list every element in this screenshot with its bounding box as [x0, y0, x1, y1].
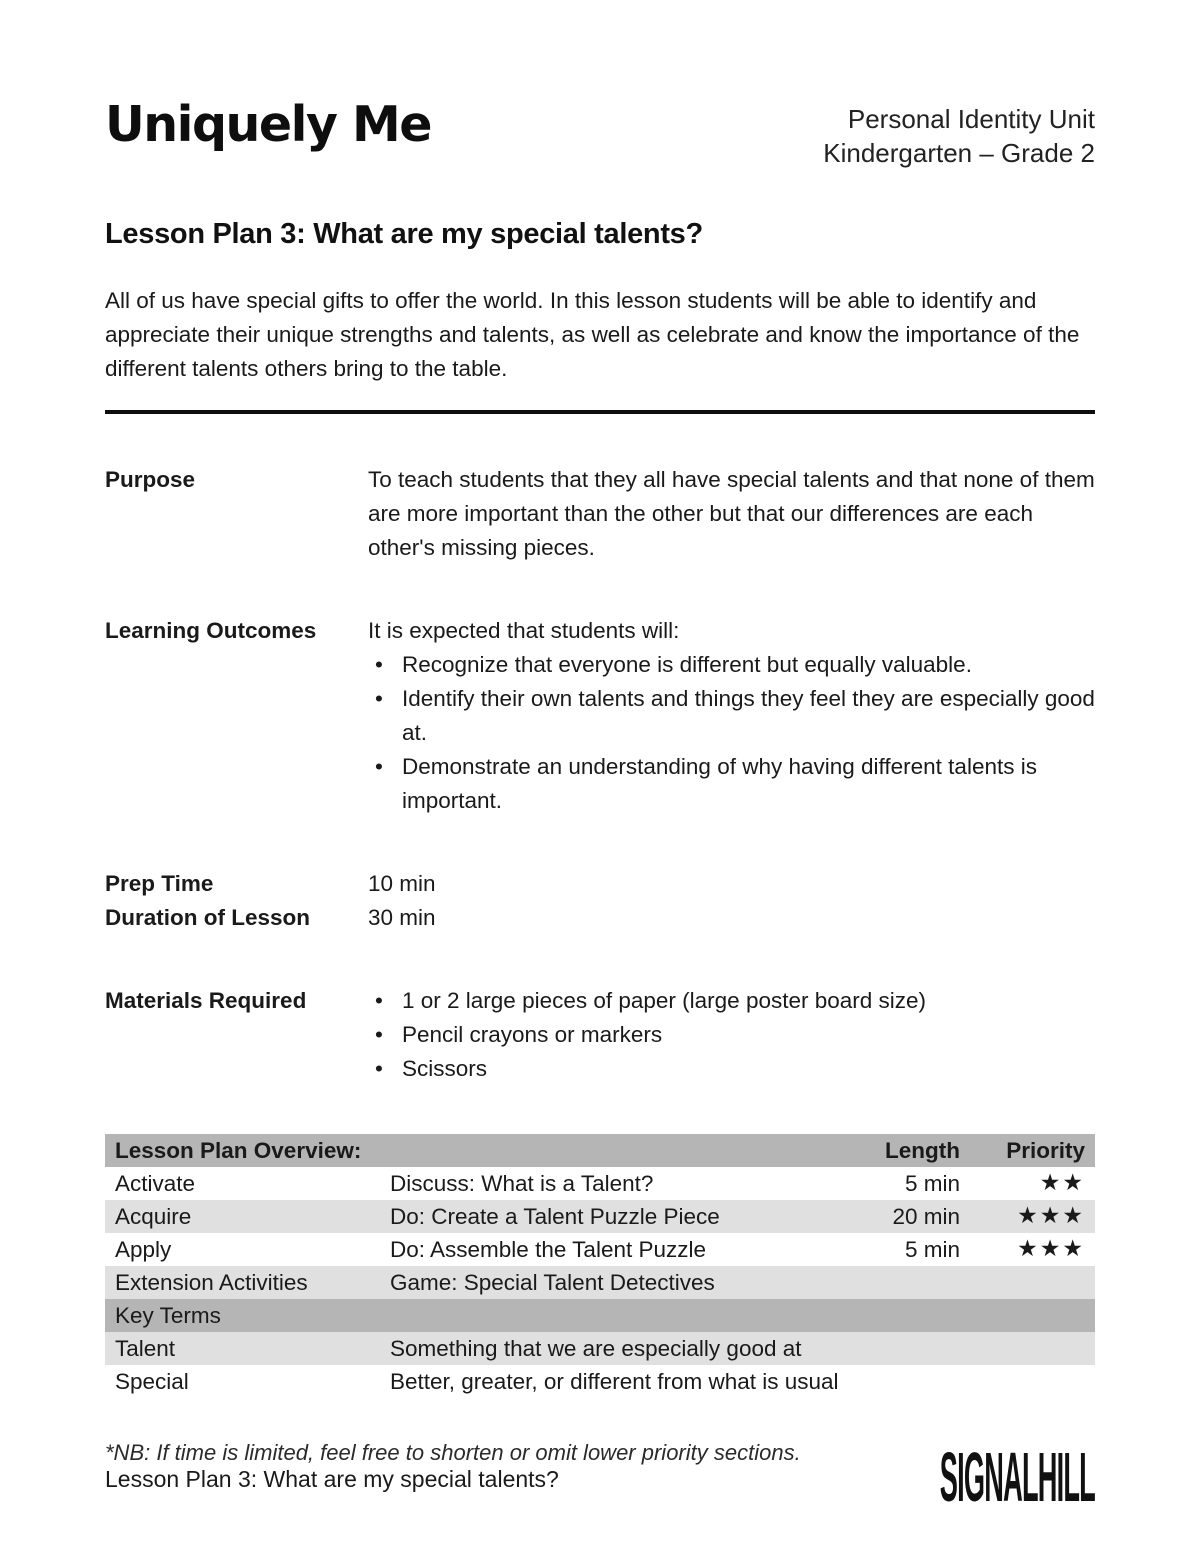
cell-length: 20 min: [892, 1204, 960, 1229]
material-text: Pencil crayons or markers: [402, 1022, 663, 1047]
materials-section: [105, 984, 1095, 1086]
cell-activity: Acquire: [115, 1204, 192, 1229]
table-row-activate: [105, 1167, 1095, 1200]
page-footer: [105, 1439, 1095, 1517]
bullet-icon: •: [375, 754, 383, 779]
materials-label: Materials Required: [105, 988, 307, 1013]
bullet-icon: •: [375, 1056, 383, 1081]
table-row-acquire: [105, 1200, 1095, 1233]
key-terms-title: Key Terms: [115, 1303, 221, 1328]
footnote: *NB: If time is limited, feel free to shorten or omit lower priority sections.: [105, 1440, 801, 1465]
bullet-icon: •: [375, 1022, 383, 1047]
bullet-icon: •: [375, 988, 383, 1013]
outcome-text: Demonstrate an understanding of why having different talents is important.: [402, 754, 1037, 813]
outcome-item: [368, 750, 1095, 818]
material-item: [368, 984, 1095, 1018]
term-name: Special: [115, 1369, 189, 1394]
cell-activity: Activate: [115, 1171, 196, 1196]
unit-name: Personal Identity Unit: [847, 104, 1095, 134]
overview-table: [105, 1134, 1095, 1398]
cell-length: 5 min: [904, 1237, 960, 1262]
duration-row: [105, 901, 1095, 935]
duration-value: 30 min: [368, 905, 436, 930]
outcome-text: Recognize that everyone is different but equally valuable.: [402, 652, 972, 677]
outcomes-label: Learning Outcomes: [105, 618, 317, 643]
priority-stars: ★★★: [1017, 1236, 1085, 1262]
brand-title: Uniquely Me: [105, 96, 431, 153]
prep-time-label: Prep Time: [105, 871, 214, 896]
table-header-title: Lesson Plan Overview:: [115, 1138, 362, 1163]
purpose-text: To teach students that they all have special talents and that none of them are more important than the other but that our differences are each other's missing pieces.: [368, 467, 1095, 560]
key-terms-header-row: [105, 1299, 1095, 1332]
cell-length: 5 min: [904, 1171, 960, 1196]
priority-stars: [970, 1266, 1095, 1299]
outcomes-content: [368, 614, 1095, 818]
unit-info: [823, 98, 1095, 170]
cell-description: Discuss: What is a Talent?: [390, 1171, 654, 1196]
outcome-item: [368, 648, 1095, 682]
priority-stars: ★★★: [1017, 1203, 1085, 1229]
material-text: 1 or 2 large pieces of paper (large poster board size): [402, 988, 927, 1013]
outcome-text: Identify their own talents and things they feel they are especially good at.: [402, 686, 1095, 745]
term-row-special: [105, 1365, 1095, 1398]
purpose-section: [105, 463, 1095, 565]
masthead: [105, 98, 1095, 170]
table-header-row: [105, 1134, 1095, 1167]
duration-label: Duration of Lesson: [105, 905, 311, 930]
prep-time-row: [105, 867, 1095, 901]
lesson-title: Lesson Plan 3: What are my special talents?: [105, 218, 703, 250]
cell-activity: Extension Activities: [115, 1270, 308, 1295]
table-header-length: Length: [885, 1138, 960, 1163]
cell-description: Do: Assemble the Talent Puzzle: [390, 1237, 707, 1262]
table-row-extension: [105, 1266, 1095, 1299]
term-definition: Better, greater, or different from what is usual: [390, 1369, 839, 1394]
material-text: Scissors: [402, 1056, 488, 1081]
signalhill-logo: SIGNALHILL: [939, 1439, 1095, 1517]
footer-page-title: Lesson Plan 3: What are my special talents?: [105, 1465, 559, 1492]
outcomes-section: [105, 614, 1095, 818]
purpose-label: Purpose: [105, 467, 196, 492]
priority-stars: ★★: [1039, 1170, 1085, 1196]
bullet-icon: •: [375, 686, 383, 711]
cell-activity: Apply: [115, 1237, 172, 1262]
material-item: [368, 1052, 1095, 1086]
prep-time-value: 10 min: [368, 871, 436, 896]
material-item: [368, 1018, 1095, 1052]
outcomes-intro: It is expected that students will:: [368, 618, 680, 643]
table-row-apply: [105, 1233, 1095, 1266]
cell-description: Do: Create a Talent Puzzle Piece: [390, 1204, 720, 1229]
grade-range: Kindergarten – Grade 2: [823, 138, 1095, 168]
term-row-talent: [105, 1332, 1095, 1365]
materials-content: [368, 984, 1095, 1086]
table-header-priority: Priority: [1006, 1138, 1085, 1163]
intro-paragraph: All of us have special gifts to offer the world. In this lesson students will be able to identify and appreciate their unique strengths and talents, as well as celebrate and know the importance of the different talents others bring to the table.: [105, 288, 1080, 381]
cell-description: Game: Special Talent Detectives: [390, 1270, 715, 1295]
cell-length: [850, 1266, 970, 1299]
section-divider: [105, 410, 1095, 414]
outcome-item: [368, 682, 1095, 750]
term-name: Talent: [115, 1336, 176, 1361]
term-definition: Something that we are especially good at: [390, 1336, 802, 1361]
bullet-icon: •: [375, 652, 383, 677]
